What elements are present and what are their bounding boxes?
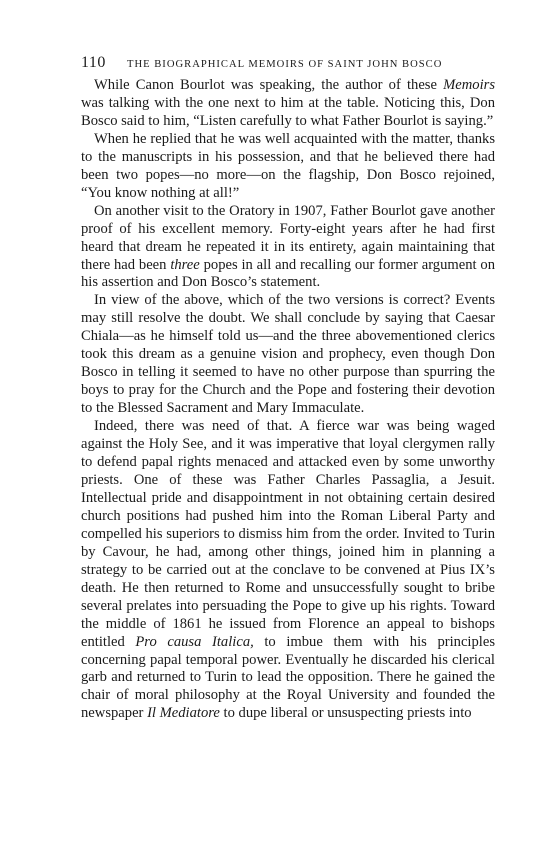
text-run: While Canon Bourlot was speaking, the author of these (94, 77, 444, 93)
italic-run: Memoirs (443, 77, 495, 93)
italic-run: Il Mediatore (147, 705, 220, 722)
paragraph-2 (81, 131, 495, 203)
page-header (81, 54, 495, 74)
paragraph-1 (81, 77, 495, 131)
paragraph-3 (81, 203, 495, 293)
body-text (81, 77, 495, 723)
text-run: In view of the above, which of the two versions is correct? Events may still resolve the doubt. We shall conclude by saying that Caesar Chiala—as he himself told us—and the three abovementioned clerics took this dream as a genuine vision and prophecy, even though Don Bosco in telling it seemed to have no other purpose than spurring the boys to pray for the Church and the Pope and fostering their devotion to the Blessed Sacrament and Mary Immaculate. (81, 292, 495, 417)
paragraph-4 (81, 292, 495, 418)
text-run: to imbue them with his principles concerning papal temporal power. Eventually he discarded his clerical garb and returned to Turin to lead the opposition. There he gained the chair of moral philosophy at the Royal University and founded the newspaper (81, 633, 495, 722)
paragraph-5 (81, 418, 495, 723)
text-run: Indeed, there was need of that. A fierce war was being waged against the Holy See, and it was imperative that loyal clergymen rally to defend papal rights menaced and attacked even by some unworthy priests. One of these was Father Charles Passaglia, a Jesuit. Intellectual pride and disappointment in not obtaining certain desired church positions had pushed him into the Roman Liberal Party and compelled his superiors to dismiss him from the order. Invited to Turin by Cavour, he had, among other things, joined him in planning a strategy to be carried out at the conclave to be convened at Pius IX’s death. He then returned to Rome and unsuccessfully sought to bribe several prelates into persuading the Pope to give up his rights. Toward the middle of 1861 he issued from Florence an appeal to bishops entitled (81, 418, 495, 650)
text-run: to dupe liberal or unsuspecting priests into (219, 705, 472, 722)
page-number: 110 (81, 54, 106, 71)
book-page (81, 54, 495, 723)
text-run: was talking with the one next to him at the table. Noticing this, Don Bosco said to him, “Listen carefully to what Father Bourlot is saying.” (81, 94, 495, 129)
running-head: THE BIOGRAPHICAL MEMOIRS OF SAINT JOHN BOSCO (127, 59, 443, 70)
text-run: popes in all and recalling our former argument on his assertion and Don Bosco’s statement. (81, 256, 496, 291)
text-run: On another visit to the Oratory in 1907, Father Bourlot gave another proof of his excellent memory. Forty-eight years after he had first heard that dream he repeated it in its entirety, again maintaining that there had been (81, 202, 495, 273)
text-run: When he replied that he was well acquainted with the matter, thanks to the manuscripts in his possession, and that he believed there had been two popes—no more—on the flagship, Don Bosco rejoined, “You know nothing at all!” (81, 130, 495, 201)
italic-run: three (170, 256, 200, 273)
italic-run: Pro causa Italica, (135, 633, 254, 650)
